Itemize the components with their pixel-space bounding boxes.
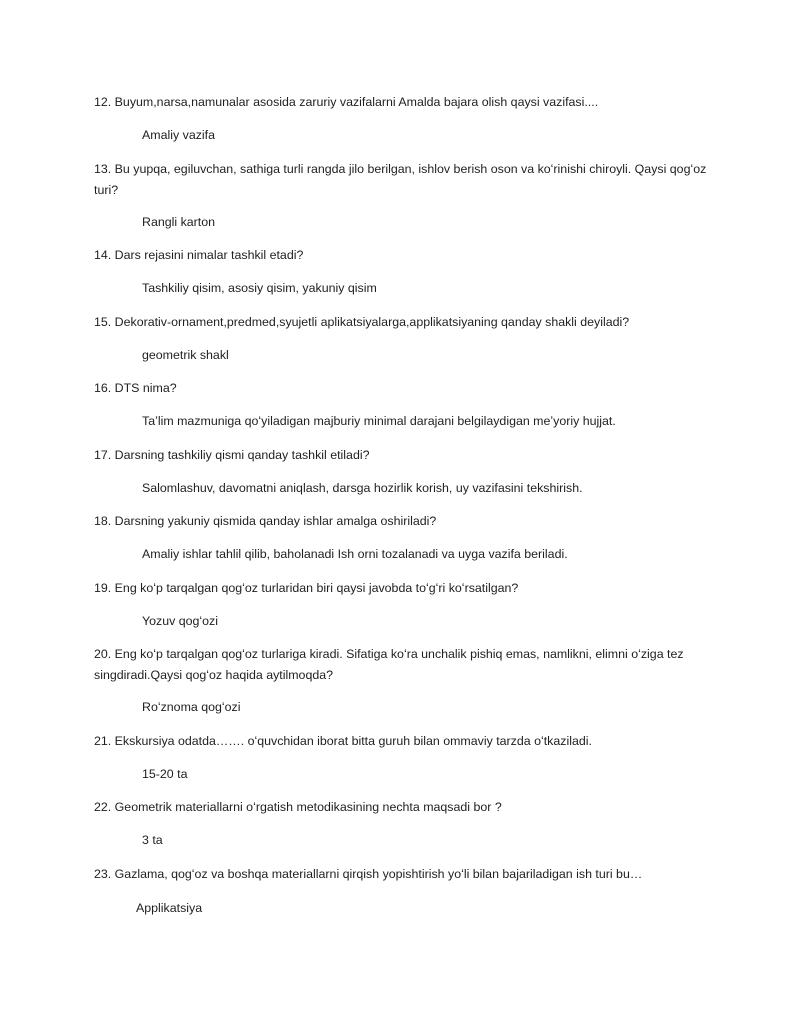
question-18: 18. Darsning yakuniy qismida qanday ishlar amalga oshiriladi?	[94, 514, 437, 528]
answer-22: 3 ta	[142, 833, 163, 847]
question-12: 12. Buyum,narsa,namunalar asosida zaruriy vazifalarni Amalda bajara olish qaysi vazifasi....	[94, 95, 599, 109]
answer-21: 15-20 ta	[142, 767, 188, 781]
question-22: 22. Geometrik materiallarni oʻrgatish metodikasining nechta maqsadi bor ?	[94, 800, 502, 814]
answer-12: Amaliy vazifa	[142, 128, 215, 142]
answer-19: Yozuv qogʻozi	[142, 614, 219, 628]
answer-14: Tashkiliy qisim, asosiy qisim, yakuniy qisim	[142, 281, 377, 295]
answer-13: Rangli karton	[142, 215, 216, 229]
answer-20: Roʻznoma qogʻozi	[142, 700, 241, 714]
answer-16: Taʼlim mazmuniga qoʻyiladigan majburiy minimal darajani belgilaydigan meʼyoriy hujjat.	[142, 414, 616, 428]
question-19: 19. Eng koʻp tarqalgan qogʻoz turlaridan biri qaysi javobda toʻgʻri koʻrsatilgan?	[94, 581, 519, 595]
question-13: 13. Bu yupqa, egiluvchan, sathiga turli rangda jilo berilgan, ishlov berish oson va koʻrinishi chiroyli. Qaysi qogʻoz turi?	[94, 162, 707, 197]
question-16: 16. DTS nima?	[94, 381, 177, 395]
answer-15: geometrik shakl	[142, 348, 229, 362]
answer-18: Amaliy ishlar tahlil qilib, baholanadi Ish orni tozalanadi va uyga vazifa beriladi.	[142, 547, 568, 561]
question-17: 17. Darsning tashkiliy qismi qanday tashkil etiladi?	[94, 448, 370, 462]
answer-23: Applikatsiya	[136, 901, 203, 915]
question-23: 23. Gazlama, qogʻoz va boshqa materiallarni qirqish yopishtirish yoʻli bilan bajariladigan ish turi bu…	[94, 867, 643, 881]
answer-17: Salomlashuv, davomatni aniqlash, darsga hozirlik korish, uy vazifasini tekshirish.	[142, 481, 583, 495]
question-15: 15. Dekorativ-ornament,predmed,syujetli aplikatsiyalarga,applikatsiyaning qanday shakli deyiladi?	[94, 315, 630, 329]
question-14: 14. Dars rejasini nimalar tashkil etadi?	[94, 248, 304, 262]
question-20: 20. Eng koʻp tarqalgan qogʻoz turlariga kiradi. Sifatiga koʻra unchalik pishiq emas, namlikni, elimni oʻziga tez singdiradi.Qaysi qogʻoz haqida aytilmoqda?	[94, 647, 684, 682]
question-21: 21. Ekskursiya odatda……. oʻquvchidan iborat bitta guruh bilan ommaviy tarzda oʻtkaziladi.	[94, 734, 592, 748]
